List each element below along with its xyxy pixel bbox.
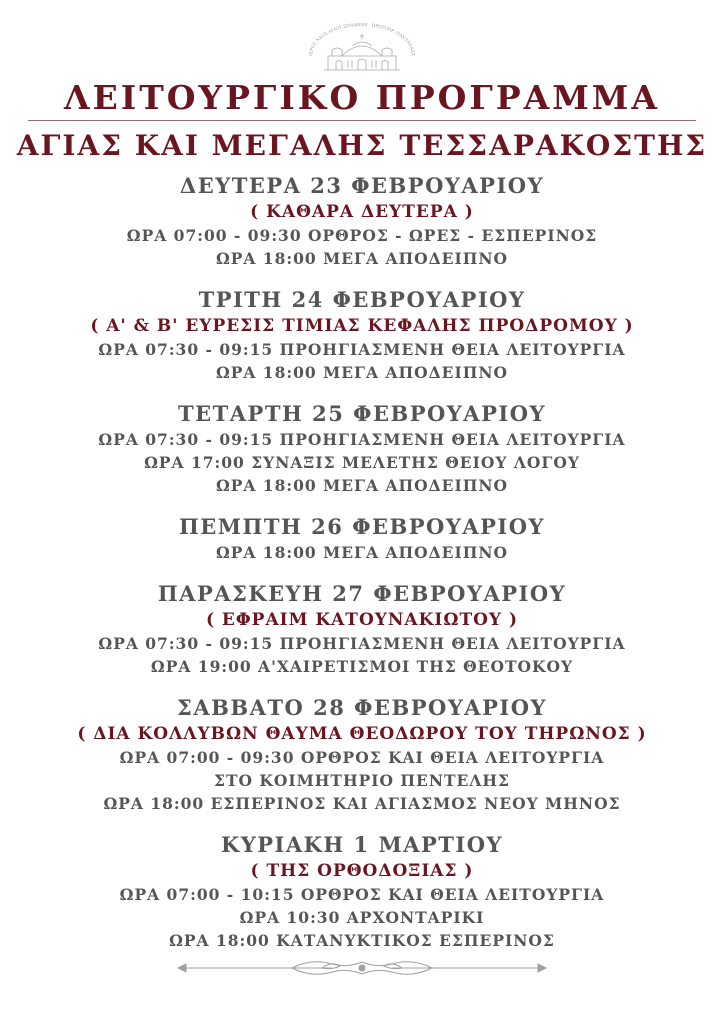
service-line: ΩΡΑ 07:30 - 09:15 ΠΡΟΗΓΙΑΣΜΕΝΗ ΘΕΙΑ ΛΕΙΤΟΥΡΓΙΑ xyxy=(98,340,626,359)
service-line: ΩΡΑ 07:00 - 10:15 ΟΡΘΡΟΣ ΚΑΙ ΘΕΙΑ ΛΕΙΤΟΥΡΓΙΑ xyxy=(119,885,605,904)
service-line: ΩΡΑ 19:00 Α'ΧΑΙΡΕΤΙΣΜΟΙ ΤΗΣ ΘΕΟΤΟΚΟΥ xyxy=(150,657,574,676)
day-block-saturday xyxy=(0,694,724,815)
day-block-sunday xyxy=(0,831,724,952)
day-date: ΤΡΙΤΗ 24 ΦΕΒΡΟΥΑΡΙΟΥ xyxy=(198,287,526,312)
day-date: ΠΑΡΑΣΚΕΥΗ 27 ΦΕΒΡΟΥΑΡΙΟΥ xyxy=(157,581,567,606)
church-emblem-icon xyxy=(302,22,422,78)
page-subtitle: ΑΓΙΑΣ ΚΑΙ ΜΕΓΑΛΗΣ ΤΕΣΣΑΡΑΚΟΣΤΗΣ xyxy=(16,129,708,162)
day-block-friday xyxy=(0,580,724,678)
day-date: ΚΥΡΙΑΚΗ 1 ΜΑΡΤΙΟΥ xyxy=(220,832,504,857)
service-line: ΣΤΟ ΚΟΙΜΗΤΗΡΙΟ ΠΕΝΤΕΛΗΣ xyxy=(214,771,510,790)
day-date: ΔΕΥΤΕΡΑ 23 ΦΕΒΡΟΥΑΡΙΟΥ xyxy=(179,173,545,198)
service-line: ΩΡΑ 18:00 ΜΕΓΑ ΑΠΟΔΕΙΠΝΟ xyxy=(215,363,509,382)
service-line: ΩΡΑ 18:00 ΜΕΓΑ ΑΠΟΔΕΙΠΝΟ xyxy=(215,476,509,495)
day-block-wednesday xyxy=(0,400,724,497)
service-line: ΩΡΑ 18:00 ΜΕΓΑ ΑΠΟΔΕΙΠΝΟ xyxy=(215,543,509,562)
schedule-list xyxy=(0,172,724,968)
day-date: ΣΑΒΒΑΤΟ 28 ΦΕΒΡΟΥΑΡΙΟΥ xyxy=(176,695,547,720)
day-block-monday xyxy=(0,172,724,270)
service-line: ΩΡΑ 17:00 ΣΥΝΑΞΙΣ ΜΕΛΕΤΗΣ ΘΕΙΟΥ ΛΟΓΟΥ xyxy=(144,453,580,472)
service-line: ΩΡΑ 18:00 ΕΣΠΕΡΙΝΟΣ ΚΑΙ ΑΓΙΑΣΜΟΣ ΝΕΟΥ ΜΗΝΟΣ xyxy=(103,794,621,813)
day-feast: ( ΤΗΣ ΟΡΘΟΔΟΞΙΑΣ ) xyxy=(250,861,474,881)
service-line: ΩΡΑ 07:30 - 09:15 ΠΡΟΗΓΙΑΣΜΕΝΗ ΘΕΙΑ ΛΕΙΤΟΥΡΓΙΑ xyxy=(98,430,626,449)
service-line: ΩΡΑ 07:00 - 09:30 ΟΡΘΡΟΣ - ΩΡΕΣ - ΕΣΠΕΡΙΝΟΣ xyxy=(126,226,598,245)
day-block-tuesday xyxy=(0,286,724,384)
church-logo xyxy=(302,22,422,78)
service-line: ΩΡΑ 10:30 ΑΡΧΟΝΤΑΡΙΚΙ xyxy=(239,908,485,927)
day-date: ΤΕΤΑΡΤΗ 25 ΦΕΒΡΟΥΑΡΙΟΥ xyxy=(178,401,546,426)
service-line: ΩΡΑ 18:00 ΜΕΓΑ ΑΠΟΔΕΙΠΝΟ xyxy=(215,249,509,268)
day-feast: ( Α' & Β' ΕΥΡΕΣΙΣ ΤΙΜΙΑΣ ΚΕΦΑΛΗΣ ΠΡΟΔΡΟΜΟΥ ) xyxy=(90,316,634,336)
service-line: ΩΡΑ 18:00 ΚΑΤΑΝΥΚΤΙΚΟΣ ΕΣΠΕΡΙΝΟΣ xyxy=(169,931,555,950)
day-block-thursday xyxy=(0,513,724,564)
day-feast: ( ΚΑΘΑΡΑ ΔΕΥΤΕΡΑ ) xyxy=(250,202,474,222)
page-title: ΛΕΙΤΟΥΡΓΙΚΟ ΠΡΟΓΡΑΜΜΑ xyxy=(64,78,660,117)
day-date: ΠΕΜΠΤΗ 26 ΦΕΒΡΟΥΑΡΙΟΥ xyxy=(178,514,546,539)
day-feast: ( ΕΦΡΑΙΜ ΚΑΤΟΥΝΑΚΙΩΤΟΥ ) xyxy=(205,610,519,630)
decorative-flourish xyxy=(172,955,552,981)
flourish-divider-icon xyxy=(172,955,552,981)
title-divider xyxy=(28,120,696,121)
svg-text:ΙΕΡΟΣ ΝΑΟΣ ΑΓΙΟΥ ΣΕΡΑΦΕΙΜ · ΠΡ: ΙΕΡΟΣ ΝΑΟΣ ΑΓΙΟΥ ΣΕΡΑΦΕΙΜ · ΠΡΩΤΟΠΡ. ΠΑΝΤΑΝΑΣΣ xyxy=(307,22,417,57)
service-line: ΩΡΑ 07:00 - 09:30 ΟΡΘΡΟΣ ΚΑΙ ΘΕΙΑ ΛΕΙΤΟΥΡΓΙΑ xyxy=(119,748,605,767)
day-feast: ( ΔΙΑ ΚΟΛΛΥΒΩΝ ΘΑΥΜΑ ΘΕΟΔΩΡΟΥ ΤΟΥ ΤΗΡΩΝΟΣ ) xyxy=(77,724,647,744)
service-line: ΩΡΑ 07:30 - 09:15 ΠΡΟΗΓΙΑΣΜΕΝΗ ΘΕΙΑ ΛΕΙΤΟΥΡΓΙΑ xyxy=(98,634,626,653)
